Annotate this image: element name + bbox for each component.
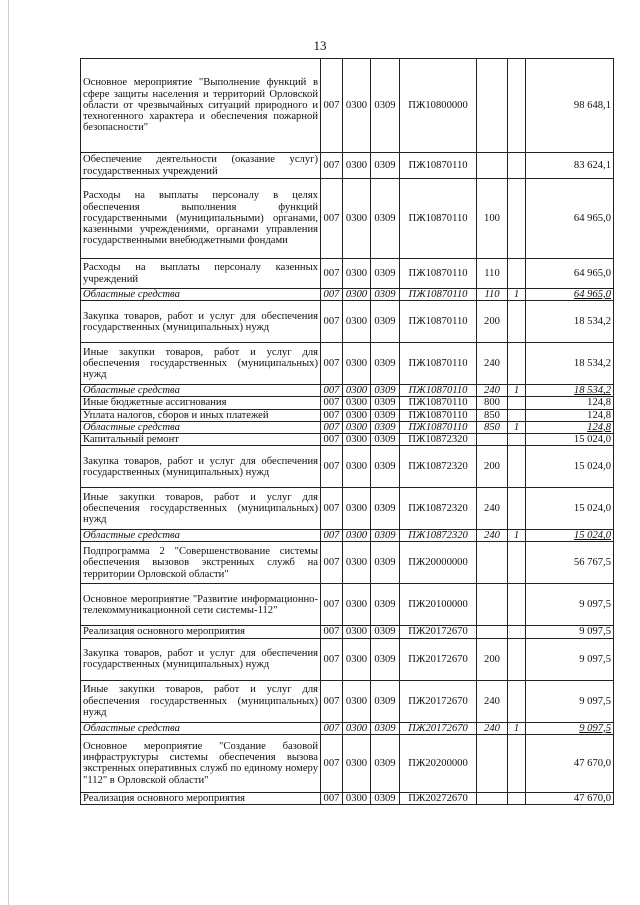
dept-code: 007 (321, 301, 343, 343)
subsection-code: 0309 (371, 530, 400, 542)
target-article-code: ПЖ10870110 (400, 301, 477, 343)
funding-source-code (508, 409, 526, 421)
table-row (81, 626, 614, 638)
section-code: 0300 (343, 289, 371, 301)
dept-code: 007 (321, 343, 343, 385)
subsection-code: 0309 (371, 734, 400, 792)
table-row (81, 153, 614, 179)
funding-source-code (508, 734, 526, 792)
subsection-code: 0309 (371, 638, 400, 680)
row-description: Расходы на выплаты персоналу в целях обеспечения выполнения функций государственными (муниципальными) органами, казенными учреждениями, органами управления государственными внебюджетными фондами (81, 179, 321, 259)
subsection-code: 0309 (371, 680, 400, 722)
table-row (81, 259, 614, 289)
funding-source-code: 1 (508, 289, 526, 301)
dept-code: 007 (321, 289, 343, 301)
subsection-code: 0309 (371, 59, 400, 153)
row-description: Подпрограмма 2 "Совершенствование системы обеспечения вызовов экстренных служб на территории Орловской области" (81, 542, 321, 584)
amount: 64 965,0 (526, 259, 614, 289)
funding-source-code: 1 (508, 421, 526, 433)
target-article-code: ПЖ20200000 (400, 734, 477, 792)
target-article-code: ПЖ10872320 (400, 446, 477, 488)
section-code: 0300 (343, 734, 371, 792)
subsection-code: 0309 (371, 542, 400, 584)
row-description: Уплата налогов, сборов и иных платежей (81, 409, 321, 421)
amount: 47 670,0 (526, 792, 614, 804)
target-article-code: ПЖ10872320 (400, 434, 477, 446)
funding-source-code (508, 301, 526, 343)
row-description: Капитальный ремонт (81, 434, 321, 446)
row-description: Областные средства (81, 385, 321, 397)
section-code: 0300 (343, 792, 371, 804)
amount: 18 534,2 (526, 301, 614, 343)
row-description: Реализация основного мероприятия (81, 792, 321, 804)
row-description: Реализация основного мероприятия (81, 626, 321, 638)
section-code: 0300 (343, 626, 371, 638)
subsection-code: 0309 (371, 385, 400, 397)
section-code: 0300 (343, 421, 371, 433)
dept-code: 007 (321, 542, 343, 584)
table-row (81, 488, 614, 530)
expense-type-code: 240 (477, 680, 508, 722)
funding-source-code (508, 397, 526, 409)
target-article-code: ПЖ20272670 (400, 792, 477, 804)
funding-source-code: 1 (508, 385, 526, 397)
funding-source-code (508, 153, 526, 179)
funding-source-code (508, 792, 526, 804)
budget-table (80, 58, 614, 805)
dept-code: 007 (321, 59, 343, 153)
table-row (81, 59, 614, 153)
target-article-code: ПЖ10870110 (400, 397, 477, 409)
subsection-code: 0309 (371, 153, 400, 179)
target-article-code: ПЖ10870110 (400, 409, 477, 421)
table-row (81, 421, 614, 433)
row-description: Основное мероприятие "Создание базовой инфраструктуры системы обеспечения вызова экстренных оперативных служб по единому номеру "112" в Орловской области" (81, 734, 321, 792)
expense-type-code (477, 434, 508, 446)
section-code: 0300 (343, 530, 371, 542)
dept-code: 007 (321, 259, 343, 289)
funding-source-code (508, 59, 526, 153)
table-body (81, 59, 614, 805)
amount: 15 024,0 (526, 446, 614, 488)
expense-type-code: 240 (477, 530, 508, 542)
target-article-code: ПЖ20172670 (400, 638, 477, 680)
dept-code: 007 (321, 680, 343, 722)
section-code: 0300 (343, 385, 371, 397)
row-description: Закупка товаров, работ и услуг для обеспечения государственных (муниципальных) нужд (81, 446, 321, 488)
dept-code: 007 (321, 488, 343, 530)
row-description: Областные средства (81, 722, 321, 734)
row-description: Основное мероприятие "Развитие информационно-телекоммуникационной сети системы-112" (81, 584, 321, 626)
amount: 9 097,5 (526, 626, 614, 638)
subsection-code: 0309 (371, 792, 400, 804)
amount: 124,8 (526, 397, 614, 409)
section-code: 0300 (343, 301, 371, 343)
amount: 124,8 (526, 409, 614, 421)
row-description: Иные закупки товаров, работ и услуг для обеспечения государственных (муниципальных) нужд (81, 680, 321, 722)
section-code: 0300 (343, 638, 371, 680)
amount: 9 097,5 (526, 638, 614, 680)
amount: 47 670,0 (526, 734, 614, 792)
subsection-code: 0309 (371, 421, 400, 433)
table-row (81, 722, 614, 734)
amount: 15 024,0 (526, 434, 614, 446)
table-row (81, 680, 614, 722)
target-article-code: ПЖ10870110 (400, 343, 477, 385)
section-code: 0300 (343, 446, 371, 488)
expense-type-code: 200 (477, 446, 508, 488)
target-article-code: ПЖ20172670 (400, 722, 477, 734)
table-row (81, 542, 614, 584)
expense-type-code: 200 (477, 638, 508, 680)
row-description: Областные средства (81, 289, 321, 301)
expense-type-code (477, 792, 508, 804)
subsection-code: 0309 (371, 722, 400, 734)
expense-type-code: 200 (477, 301, 508, 343)
dept-code: 007 (321, 385, 343, 397)
subsection-code: 0309 (371, 397, 400, 409)
amount: 9 097,5 (526, 722, 614, 734)
dept-code: 007 (321, 179, 343, 259)
table-row (81, 530, 614, 542)
subsection-code: 0309 (371, 301, 400, 343)
amount: 64 965,0 (526, 179, 614, 259)
subsection-code: 0309 (371, 434, 400, 446)
table-row (81, 638, 614, 680)
target-article-code: ПЖ20172670 (400, 626, 477, 638)
funding-source-code (508, 179, 526, 259)
amount: 83 624,1 (526, 153, 614, 179)
expense-type-code (477, 59, 508, 153)
section-code: 0300 (343, 343, 371, 385)
expense-type-code: 110 (477, 289, 508, 301)
subsection-code: 0309 (371, 446, 400, 488)
table-row (81, 584, 614, 626)
target-article-code: ПЖ20172670 (400, 680, 477, 722)
dept-code: 007 (321, 434, 343, 446)
dept-code: 007 (321, 792, 343, 804)
row-description: Основное мероприятие "Выполнение функций в сфере защиты населения и территорий Орловской области от чрезвычайных ситуаций природного и техногенного характера и обеспечения пожарной безопасности" (81, 59, 321, 153)
expense-type-code: 110 (477, 259, 508, 289)
expense-type-code: 240 (477, 488, 508, 530)
table-row (81, 434, 614, 446)
margin-rule (8, 0, 9, 905)
funding-source-code (508, 446, 526, 488)
target-article-code: ПЖ10872320 (400, 488, 477, 530)
dept-code: 007 (321, 638, 343, 680)
subsection-code: 0309 (371, 259, 400, 289)
row-description: Иные закупки товаров, работ и услуг для обеспечения государственных (муниципальных) нужд (81, 343, 321, 385)
expense-type-code: 800 (477, 397, 508, 409)
funding-source-code (508, 680, 526, 722)
dept-code: 007 (321, 626, 343, 638)
amount: 15 024,0 (526, 488, 614, 530)
target-article-code: ПЖ20000000 (400, 542, 477, 584)
target-article-code: ПЖ10870110 (400, 289, 477, 301)
expense-type-code: 240 (477, 722, 508, 734)
dept-code: 007 (321, 530, 343, 542)
target-article-code: ПЖ20100000 (400, 584, 477, 626)
section-code: 0300 (343, 434, 371, 446)
amount: 124,8 (526, 421, 614, 433)
amount: 9 097,5 (526, 680, 614, 722)
expense-type-code: 100 (477, 179, 508, 259)
dept-code: 007 (321, 734, 343, 792)
funding-source-code: 1 (508, 530, 526, 542)
section-code: 0300 (343, 680, 371, 722)
target-article-code: ПЖ10870110 (400, 385, 477, 397)
subsection-code: 0309 (371, 488, 400, 530)
expense-type-code (477, 584, 508, 626)
page-number: 13 (313, 38, 327, 53)
target-article-code: ПЖ10870110 (400, 179, 477, 259)
table-row (81, 343, 614, 385)
funding-source-code (508, 488, 526, 530)
subsection-code: 0309 (371, 343, 400, 385)
expense-type-code (477, 153, 508, 179)
subsection-code: 0309 (371, 289, 400, 301)
table-row (81, 289, 614, 301)
section-code: 0300 (343, 488, 371, 530)
amount: 9 097,5 (526, 584, 614, 626)
dept-code: 007 (321, 397, 343, 409)
section-code: 0300 (343, 722, 371, 734)
subsection-code: 0309 (371, 179, 400, 259)
section-code: 0300 (343, 59, 371, 153)
row-description: Иные закупки товаров, работ и услуг для обеспечения государственных (муниципальных) нужд (81, 488, 321, 530)
funding-source-code (508, 542, 526, 584)
section-code: 0300 (343, 409, 371, 421)
dept-code: 007 (321, 409, 343, 421)
dept-code: 007 (321, 153, 343, 179)
table-row (81, 734, 614, 792)
funding-source-code (508, 343, 526, 385)
target-article-code: ПЖ10870110 (400, 259, 477, 289)
amount: 56 767,5 (526, 542, 614, 584)
target-article-code: ПЖ10800000 (400, 59, 477, 153)
target-article-code: ПЖ10872320 (400, 530, 477, 542)
dept-code: 007 (321, 722, 343, 734)
target-article-code: ПЖ10870110 (400, 153, 477, 179)
row-description: Иные бюджетные ассигнования (81, 397, 321, 409)
row-description: Областные средства (81, 530, 321, 542)
row-description: Закупка товаров, работ и услуг для обеспечения государственных (муниципальных) нужд (81, 301, 321, 343)
table-row (81, 792, 614, 804)
section-code: 0300 (343, 179, 371, 259)
table-row (81, 446, 614, 488)
section-code: 0300 (343, 584, 371, 626)
expense-type-code (477, 542, 508, 584)
row-description: Областные средства (81, 421, 321, 433)
funding-source-code (508, 434, 526, 446)
funding-source-code (508, 259, 526, 289)
row-description: Закупка товаров, работ и услуг для обеспечения государственных (муниципальных) нужд (81, 638, 321, 680)
section-code: 0300 (343, 153, 371, 179)
expense-type-code: 240 (477, 385, 508, 397)
section-code: 0300 (343, 542, 371, 584)
expense-type-code: 850 (477, 421, 508, 433)
expense-type-code: 850 (477, 409, 508, 421)
subsection-code: 0309 (371, 626, 400, 638)
subsection-code: 0309 (371, 584, 400, 626)
table-row (81, 301, 614, 343)
funding-source-code: 1 (508, 722, 526, 734)
table-row (81, 385, 614, 397)
expense-type-code: 240 (477, 343, 508, 385)
table-row (81, 179, 614, 259)
row-description: Обеспечение деятельности (оказание услуг) государственных учреждений (81, 153, 321, 179)
amount: 64 965,0 (526, 289, 614, 301)
target-article-code: ПЖ10870110 (400, 421, 477, 433)
funding-source-code (508, 638, 526, 680)
row-description: Расходы на выплаты персоналу казенных учреждений (81, 259, 321, 289)
table-row (81, 409, 614, 421)
amount: 18 534,2 (526, 385, 614, 397)
dept-code: 007 (321, 446, 343, 488)
expense-type-code (477, 626, 508, 638)
expense-type-code (477, 734, 508, 792)
funding-source-code (508, 584, 526, 626)
section-code: 0300 (343, 259, 371, 289)
amount: 15 024,0 (526, 530, 614, 542)
amount: 98 648,1 (526, 59, 614, 153)
table-row (81, 397, 614, 409)
section-code: 0300 (343, 397, 371, 409)
subsection-code: 0309 (371, 409, 400, 421)
amount: 18 534,2 (526, 343, 614, 385)
dept-code: 007 (321, 584, 343, 626)
funding-source-code (508, 626, 526, 638)
dept-code: 007 (321, 421, 343, 433)
